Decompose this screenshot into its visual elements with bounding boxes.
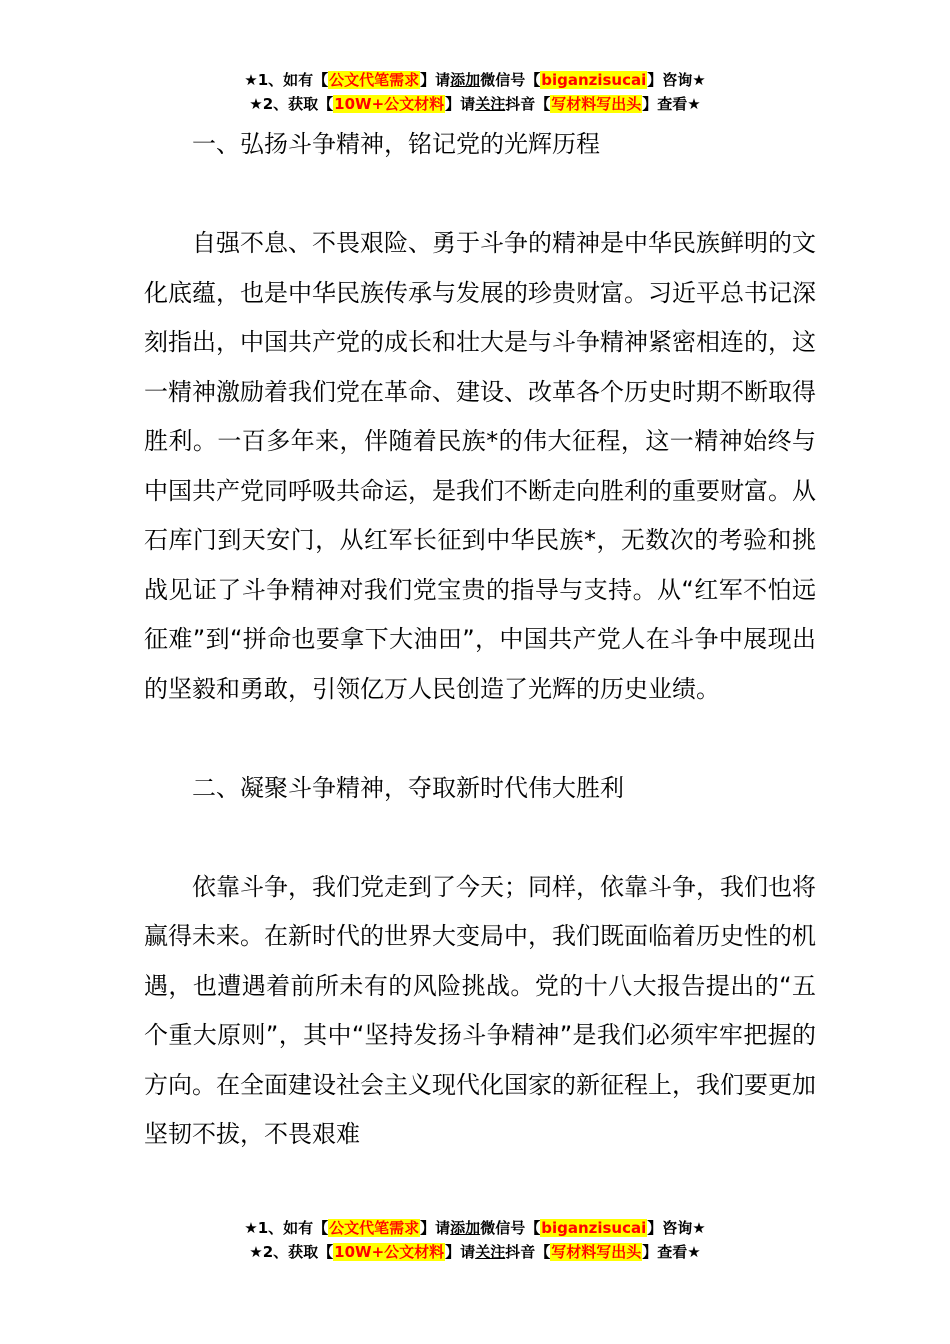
spacer <box>144 714 816 764</box>
douyin-account: 写材料写出头 <box>551 1243 642 1261</box>
banner-text: 】请 <box>420 71 451 89</box>
banner-text: 】咨询 <box>647 1219 693 1237</box>
paragraph-2: 依靠斗争，我们党走到了今天；同样，依靠斗争，我们也将赢得未来。在新时代的世界大变局中，我们既面临着历史性的机遇，也遭遇着前所未有的风险挑战。党的十八大报告提出的“五个重大原则”，其中“坚持发扬斗争精神”是我们必须牢牢把握的方向。在全面建设社会主义现代化国家的新征程上，我们要更加坚韧不拔，不畏艰难 <box>144 872 816 1148</box>
star-icon: ★ <box>692 71 706 89</box>
document-body <box>144 120 816 1160</box>
banner-line-2 <box>0 92 950 116</box>
banner-text: 抖音【 <box>505 1243 551 1261</box>
star-icon: ★ <box>249 95 263 113</box>
wechat-id: biganzisucai <box>541 1219 647 1237</box>
banner-text: 】咨询 <box>647 71 693 89</box>
banner-text: 2、获取【 <box>262 1243 334 1261</box>
banner-line-2 <box>0 1240 950 1264</box>
highlight-text: 10W+公文材料 <box>334 1243 445 1261</box>
star-icon: ★ <box>249 1243 263 1261</box>
star-icon: ★ <box>244 71 258 89</box>
underlined-text: 关注 <box>475 1243 506 1261</box>
underlined-text: 添加 <box>450 1219 481 1237</box>
star-icon: ★ <box>687 1243 701 1261</box>
banner-text: 】查看 <box>642 1243 688 1261</box>
banner-text: 抖音【 <box>505 95 551 113</box>
banner-line-1 <box>0 68 950 92</box>
banner-text: 】请 <box>420 1219 451 1237</box>
star-icon: ★ <box>687 95 701 113</box>
banner-text: 1、如有【 <box>257 71 329 89</box>
banner-text: 2、获取【 <box>262 95 334 113</box>
paragraph-1: 自强不息、不畏艰险、勇于斗争的精神是中华民族鲜明的文化底蕴，也是中华民族传承与发展的珍贵财富。习近平总书记深刻指出，中国共产党的成长和壮大是与斗争精神紧密相连的，这一精神激励着我们党在革命、建设、改革各个历史时期不断取得胜利。一百多年来，伴随着民族*的伟大征程，这一精神始终与中国共产党同呼吸共命运，是我们不断走向胜利的重要财富。从石库门到天安门，从红军长征到中华民族*，无数次的考验和挑战见证了斗争精神对我们党宝贵的指导与支持。从“红军不怕远征难”到“拼命也要拿下大油田”，中国共产党人在斗争中展现出的坚毅和勇敢，引领亿万人民创造了光辉的历史业绩。 <box>144 229 816 703</box>
douyin-account: 写材料写出头 <box>551 95 642 113</box>
banner-text: 1、如有【 <box>257 1219 329 1237</box>
banner-text: 】请 <box>445 95 476 113</box>
banner-text: 】查看 <box>642 95 688 113</box>
spacer <box>144 813 816 863</box>
banner-text: 微信号【 <box>480 71 541 89</box>
banner-line-1 <box>0 1216 950 1240</box>
wechat-id: biganzisucai <box>541 71 647 89</box>
top-banner <box>0 68 950 116</box>
star-icon: ★ <box>692 1219 706 1237</box>
banner-text: 微信号【 <box>480 1219 541 1237</box>
highlight-text: 10W+公文材料 <box>334 95 445 113</box>
banner-text: 】请 <box>445 1243 476 1261</box>
underlined-text: 添加 <box>450 71 481 89</box>
star-icon: ★ <box>244 1219 258 1237</box>
highlight-text: 公文代笔需求 <box>329 71 420 89</box>
highlight-text: 公文代笔需求 <box>329 1219 420 1237</box>
section-heading-1: 一、弘扬斗争精神，铭记党的光辉历程 <box>192 130 600 158</box>
bottom-banner <box>0 1216 950 1264</box>
section-heading-2: 二、凝聚斗争精神，夺取新时代伟大胜利 <box>192 773 624 802</box>
underlined-text: 关注 <box>475 95 506 113</box>
spacer <box>144 170 816 220</box>
